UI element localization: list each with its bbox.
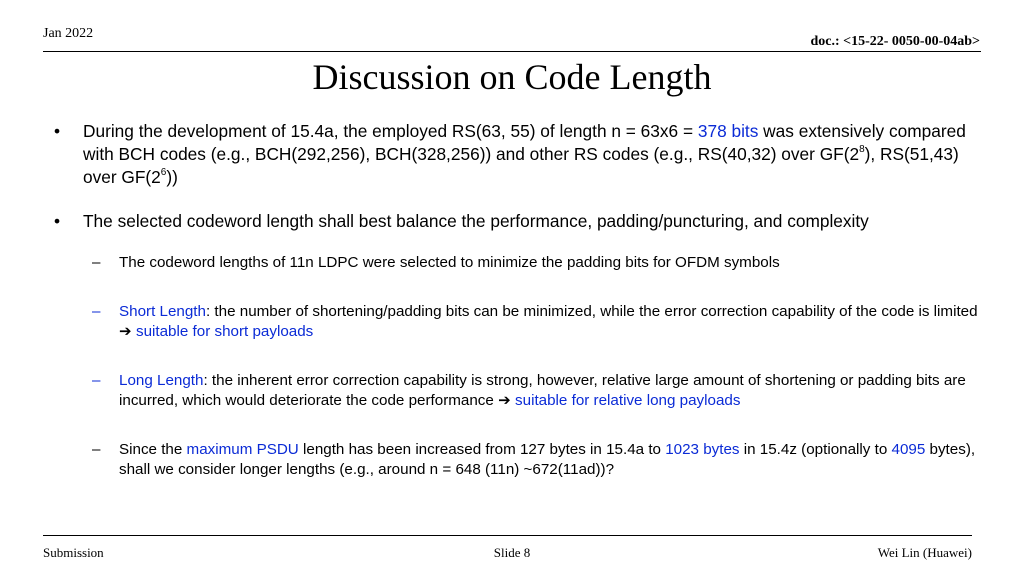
sub-bullet-psdu-length — [52, 440, 988, 480]
footer-divider — [43, 535, 972, 536]
bullet-text: During the development of 15.4a, the employed RS(63, 55) of length n = 63x6 = — [83, 121, 698, 141]
bullet-text: was extensively compared with BCH codes (e.g., BCH(292,256), BCH(328,256)) and other RS codes (e.g., RS(40,32) over GF(2 — [83, 121, 966, 164]
sub-bullet-mark: – — [92, 254, 101, 271]
sub-bullet-text: : the number of shortening/padding bits can be minimized, while the error correction capability of the code is limited — [205, 303, 978, 320]
sub-bullet-mark: – — [92, 441, 101, 458]
sub-bullet-text: : the inherent error correction capability is strong, however, relative large amount of shortening or padding bits are incurred, which would deteriorate the code performance — [119, 372, 966, 409]
highlight-long-payloads: suitable for relative long payloads — [515, 392, 741, 409]
sub-bullet-text: Since the — [119, 441, 187, 458]
footer-author: Wei Lin (Huawei) — [877, 545, 972, 560]
document-id: doc.: <15-22- 0050-00-04ab> — [810, 34, 980, 49]
sub-bullet-mark: – — [92, 372, 101, 389]
sub-bullet-mark: – — [92, 303, 101, 320]
highlight-4095: 4095 — [891, 441, 926, 458]
superscript: 6 — [160, 167, 167, 179]
sub-bullet-short-length — [52, 302, 988, 342]
bullet-codeword-balance — [52, 210, 988, 233]
sub-bullet-long-length — [52, 371, 988, 411]
highlight-1023-bytes: 1023 bytes — [665, 441, 740, 458]
sub-bullet-text: bytes), shall we consider longer lengths (e.g., around n = 648 (11n) ~672(11ad))? — [119, 441, 976, 478]
highlight-short-payloads: suitable for short payloads — [135, 323, 314, 340]
sub-bullet-text: length has been increased from 127 bytes in 15.4a to — [298, 441, 666, 458]
bullet-text: ), RS(51,43) over GF(2 — [83, 144, 959, 187]
bullet-mark: • — [54, 211, 61, 231]
bullet-text: The selected codeword length shall best balance the performance, padding/puncturing, and complexity — [83, 211, 869, 231]
sub-bullet-text: in 15.4z (optionally to — [739, 441, 892, 458]
highlight-378-bits: 378 bits — [697, 121, 759, 141]
slide-title: Discussion on Code Length — [312, 57, 712, 97]
highlight-maximum-psdu: maximum PSDU — [186, 441, 299, 458]
slide-number: Slide 8 — [493, 545, 531, 560]
bullet-development-history — [52, 120, 988, 189]
sub-bullet-ldpc — [52, 253, 988, 273]
slide-body — [52, 120, 988, 480]
highlight-short-length: Short Length — [119, 303, 206, 320]
header-divider — [43, 51, 981, 52]
highlight-long-length: Long Length — [119, 372, 204, 389]
superscript: 8 — [859, 144, 865, 156]
bullet-mark: • — [54, 121, 61, 141]
bullet-text: )) — [166, 167, 178, 187]
header-date: Jan 2022 — [43, 26, 94, 41]
footer-submission: Submission — [43, 545, 104, 560]
arrow-right-icon: ➔ — [119, 323, 132, 340]
arrow-right-icon: ➔ — [498, 392, 511, 409]
sub-bullet-text: The codeword lengths of 11n LDPC were selected to minimize the padding bits for OFDM symbols — [119, 254, 780, 271]
